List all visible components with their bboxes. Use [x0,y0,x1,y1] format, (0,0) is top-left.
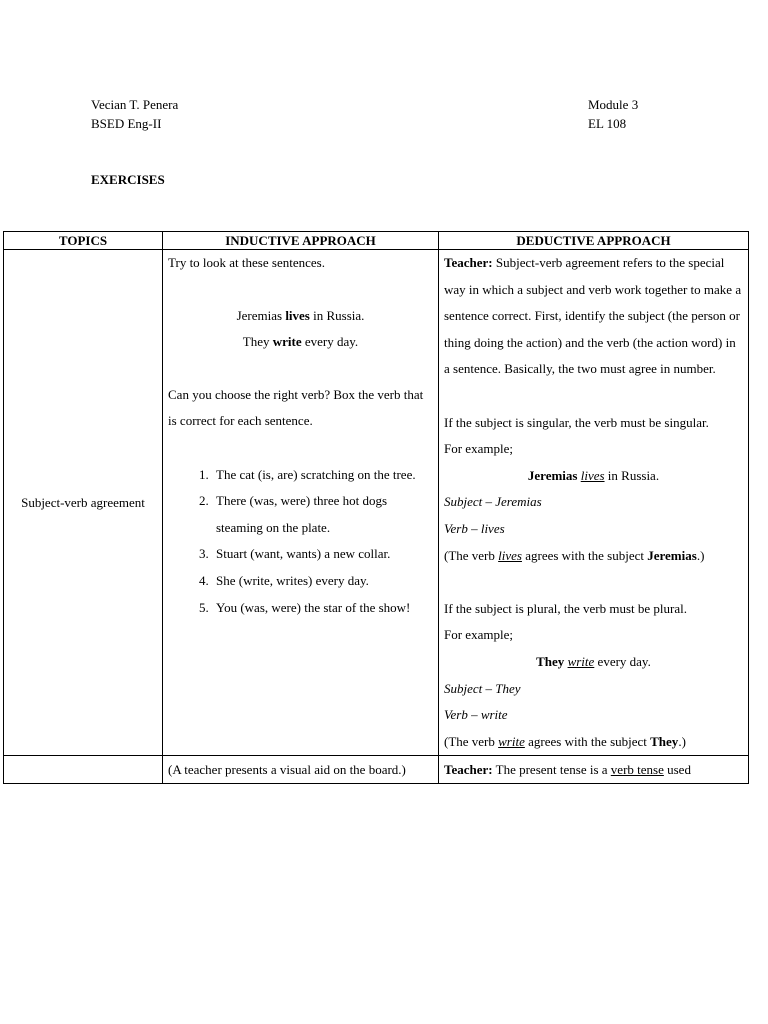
list-item: 1. The cat (is, are) scratching on the tree. [212,462,433,489]
for-example-2: For example; [444,627,513,643]
header-inductive: INDUCTIVE APPROACH [163,232,439,250]
list-item: 2. There (was, were) three hot dogs steaming on the plate. [212,488,433,541]
header-topics: TOPICS [4,232,163,250]
inductive-intro: Try to look at these sentences. [168,255,325,270]
table-row [4,250,749,756]
table-row [4,756,749,784]
ex2-verb-line: Verb – write [444,707,508,723]
example-sentence-1: Jeremias lives in Russia. [236,308,365,324]
subject-code: EL 108 [588,116,627,131]
exercise-list [168,462,433,622]
student-course: BSED Eng-II [91,116,162,131]
inductive-cell-2: (A teacher presents a visual aid on the board.) [163,756,439,784]
header-left [91,95,178,133]
ex1-verb-line: Verb – lives [444,520,505,536]
deductive-example-2: They write every day. [536,653,651,669]
module-number: Module 3 [588,97,639,112]
ex1-subject-line: Subject – Jeremias [444,494,542,510]
example-sentence-2: They write every day. [242,334,359,350]
header-deductive: DEDUCTIVE APPROACH [439,232,749,250]
student-name: Vecian T. Penera [91,97,179,112]
header-right [588,95,638,133]
deductive-cell [439,250,749,756]
deductive-p1: Teacher: Subject-verb agreement refers to the special way in which a subject and verb work together to make a sentence correct. First, identify the subject (the person or thing doing the action) and the verb (the action word) in a sentence. Basically, the two must agree in number. [444,255,742,377]
ex2-note: (The verb write agrees with the subject They.) [444,733,686,749]
topic-cell: Subject-verb agreement [4,250,163,756]
deductive-p2: If the subject is singular, the verb must be singular. [444,414,709,430]
list-item: 3. Stuart (want, wants) a new collar. [212,541,433,568]
section-title: EXERCISES [91,172,165,187]
list-item: 4. She (write, writes) every day. [212,568,433,595]
deductive-example-1: Jeremias lives in Russia. [527,467,660,483]
deductive-cell-2: Teacher: The present tense is a verb tense used [439,756,749,784]
inductive-question: Can you choose the right verb? Box the verb that is correct for each sentence. [168,386,424,429]
deductive-p3: If the subject is plural, the verb must be plural. [444,600,687,616]
inductive-cell [163,250,439,756]
list-item: 5. You (was, were) the star of the show! [212,595,433,622]
table-header-row [4,232,749,250]
ex2-subject-line: Subject – They [444,680,521,696]
for-example-1: For example; [444,441,513,457]
lesson-table [3,231,749,784]
ex1-note: (The verb lives agrees with the subject Jeremias.) [444,547,705,563]
topic-cell-2 [4,756,163,784]
